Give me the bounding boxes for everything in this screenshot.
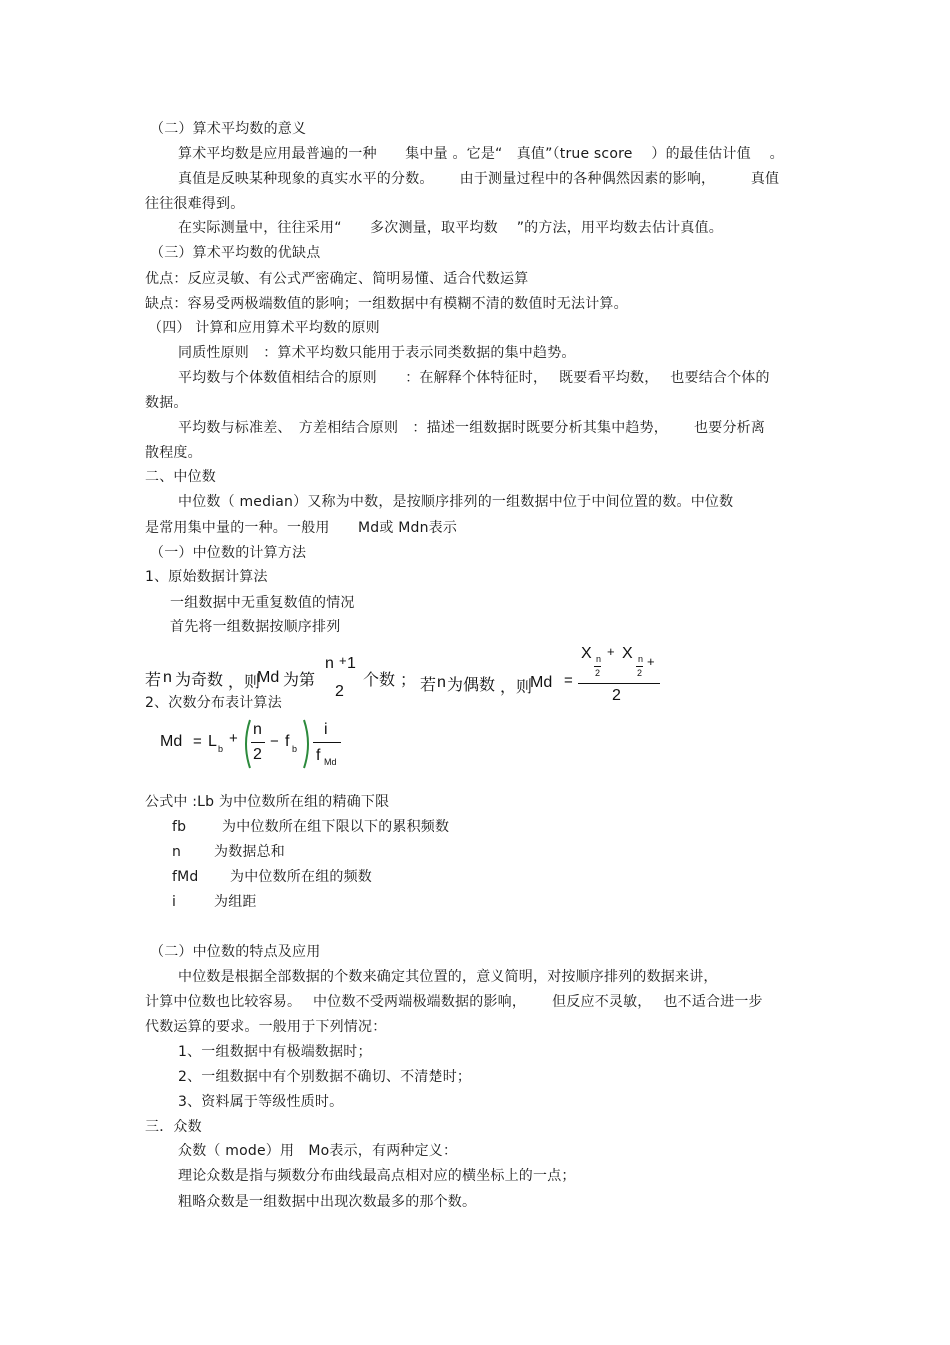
paragraph: 首先将一组数据按顺序排列 [170, 619, 341, 635]
list-item: 3、资料属于等级性质时。 [178, 1094, 344, 1110]
formula-var-x: X [581, 645, 592, 662]
subscript: 2 [637, 668, 643, 678]
section-heading-mode: 三．众数 [145, 1119, 202, 1135]
paragraph: 众数（ mode）用 Mo表示，有两种定义： [178, 1143, 458, 1159]
legend-symbol: n [172, 844, 182, 860]
fraction-denominator: 2 [612, 687, 621, 704]
paragraph: 是常用集中量的一种。一般用 Md或 Mdn表示 [145, 520, 458, 536]
formula-legend-lb: 公式中 :Lb 为中位数所在组的精确下限 [145, 794, 390, 810]
paragraph: 代数运算的要求。一般用于下列情况： [145, 1019, 387, 1035]
legend-symbol: i [172, 894, 177, 910]
fraction-numerator: 1 [347, 655, 356, 672]
paragraph: 中位数（ median）又称为中数，是按顺序排列的一组数据中位于中间位置的数。中位数 [178, 494, 734, 510]
paragraph: 计算中位数也比较容易。 中位数不受两端极端数据的影响， 但反应不灵敏， 也不适合进一步 [145, 994, 763, 1010]
subscript: b [292, 744, 298, 754]
formula-var-l: L [208, 733, 217, 750]
paragraph: 粗略众数是一组数据中出现次数最多的那个数。 [178, 1194, 477, 1210]
fraction-denominator: f [316, 747, 321, 764]
list-item: 2、一组数据中有个别数据不确切、不清楚时； [178, 1069, 472, 1085]
formula-minus: − [270, 733, 279, 750]
formula-text: 为偶数 [447, 677, 496, 694]
formula-text: ； [400, 672, 417, 689]
formula-text: 为奇数 [175, 672, 224, 689]
paragraph: 往往很难得到。 [145, 196, 245, 212]
fraction-numerator: + [339, 653, 347, 668]
legend-description: 为组距 [214, 894, 257, 910]
section-heading-mean-meaning: （二）算术平均数的意义 [150, 121, 307, 137]
formula-text: ，则 [500, 679, 533, 696]
formula-var-md: Md [257, 669, 280, 686]
formula-var-x: X [622, 645, 633, 662]
subscript-fraction-bar [636, 666, 643, 667]
paragraph: 平均数与个体数值相结合的原则 ：在解释个体特征时， 既要看平均数， 也要结合个体的 [178, 370, 770, 386]
formula-var-n: n [163, 669, 172, 686]
paragraph: 在实际测量中，往往采用“ 多次测量，取平均数 ”的方法，用平均数去估计真值。 [178, 220, 723, 236]
subheading-frequency-table: 2、次数分布表计算法 [145, 695, 282, 711]
formula-plus: + [607, 644, 615, 659]
fraction-numerator: n [253, 721, 262, 738]
formula-var-md: Md [530, 674, 553, 691]
paragraph: 算术平均数是应用最普遍的一种 集中量 。它是“ 真值”（true score ）的最佳估计值 。 [178, 146, 784, 162]
paragraph: 真值是反映某种现象的真实水平的分数。 由于测量过程中的各种偶然因素的影响， 真值 [178, 171, 780, 187]
subscript: 2 [595, 668, 601, 678]
legend-description: 为中位数所在组的频数 [230, 869, 372, 885]
formula-plus: + [647, 654, 655, 669]
paragraph: 一组数据中无重复数值的情况 [170, 595, 355, 611]
paragraph: 数据。 [145, 395, 188, 411]
list-item: 1、一组数据中有极端数据时； [178, 1044, 372, 1060]
advantages-text: 优点：反应灵敏、有公式严密确定、简明易懂、适合代数运算 [145, 271, 529, 287]
paragraph: 平均数与标准差、 方差相结合原则 ：描述一组数据时既要分析其集中趋势， 也要分析离 [178, 420, 766, 436]
formula-var-md: Md [160, 733, 183, 750]
subscript: n [596, 654, 602, 664]
fraction-numerator: n [325, 655, 334, 672]
legend-symbol: fb [172, 819, 187, 835]
formula-text: 若 [420, 677, 437, 694]
subheading-raw-data: 1、原始数据计算法 [145, 569, 268, 585]
subscript: Md [324, 757, 337, 767]
disadvantages-text: 缺点：容易受两极端数值的影响；一组数据中有模糊不清的数值时无法计算。 [145, 296, 628, 312]
section-heading-median: 二、中位数 [145, 469, 216, 485]
paragraph: 散程度。 [145, 445, 202, 461]
fraction-numerator: i [324, 721, 328, 738]
section-heading-principles: （四） 计算和应用算术平均数的原则 [148, 320, 380, 336]
fraction-bar [313, 742, 341, 743]
paragraph: 中位数是根据全部数据的个数来确定其位置的，意义简明，对按顺序排列的数据来讲， [178, 969, 718, 985]
formula-text: 为第 [283, 672, 316, 689]
formula-plus: + [229, 730, 238, 747]
fraction-bar [578, 683, 660, 684]
formula-var-n: n [437, 674, 446, 691]
legend-description: 为数据总和 [214, 844, 285, 860]
legend-symbol: fMd [172, 869, 199, 885]
subscript-fraction-bar [594, 666, 601, 667]
formula-equals: = [193, 733, 202, 750]
formula-equals: = [564, 672, 573, 689]
legend-description: 为中位数所在组下限以下的累积频数 [222, 819, 450, 835]
fraction-bar [251, 742, 265, 743]
formula-var-f: f [285, 733, 290, 750]
section-heading-median-calc: （一）中位数的计算方法 [150, 545, 307, 561]
section-heading-median-features: （二）中位数的特点及应用 [150, 944, 321, 960]
subscript: b [218, 744, 224, 754]
paragraph: 理论众数是指与频数分布曲线最高点相对应的横坐标上的一点； [178, 1168, 576, 1184]
paragraph: 同质性原则 ：算术平均数只能用于表示同类数据的集中趋势。 [178, 345, 576, 361]
section-heading-pros-cons: （三）算术平均数的优缺点 [150, 245, 321, 261]
formula-text: ，则 [228, 674, 261, 691]
formula-text: 若 [145, 672, 162, 689]
formula-text: 个数 [363, 672, 396, 689]
subscript: n [638, 654, 644, 664]
fraction-denominator: 2 [253, 746, 262, 763]
fraction-denominator: 2 [335, 683, 344, 700]
